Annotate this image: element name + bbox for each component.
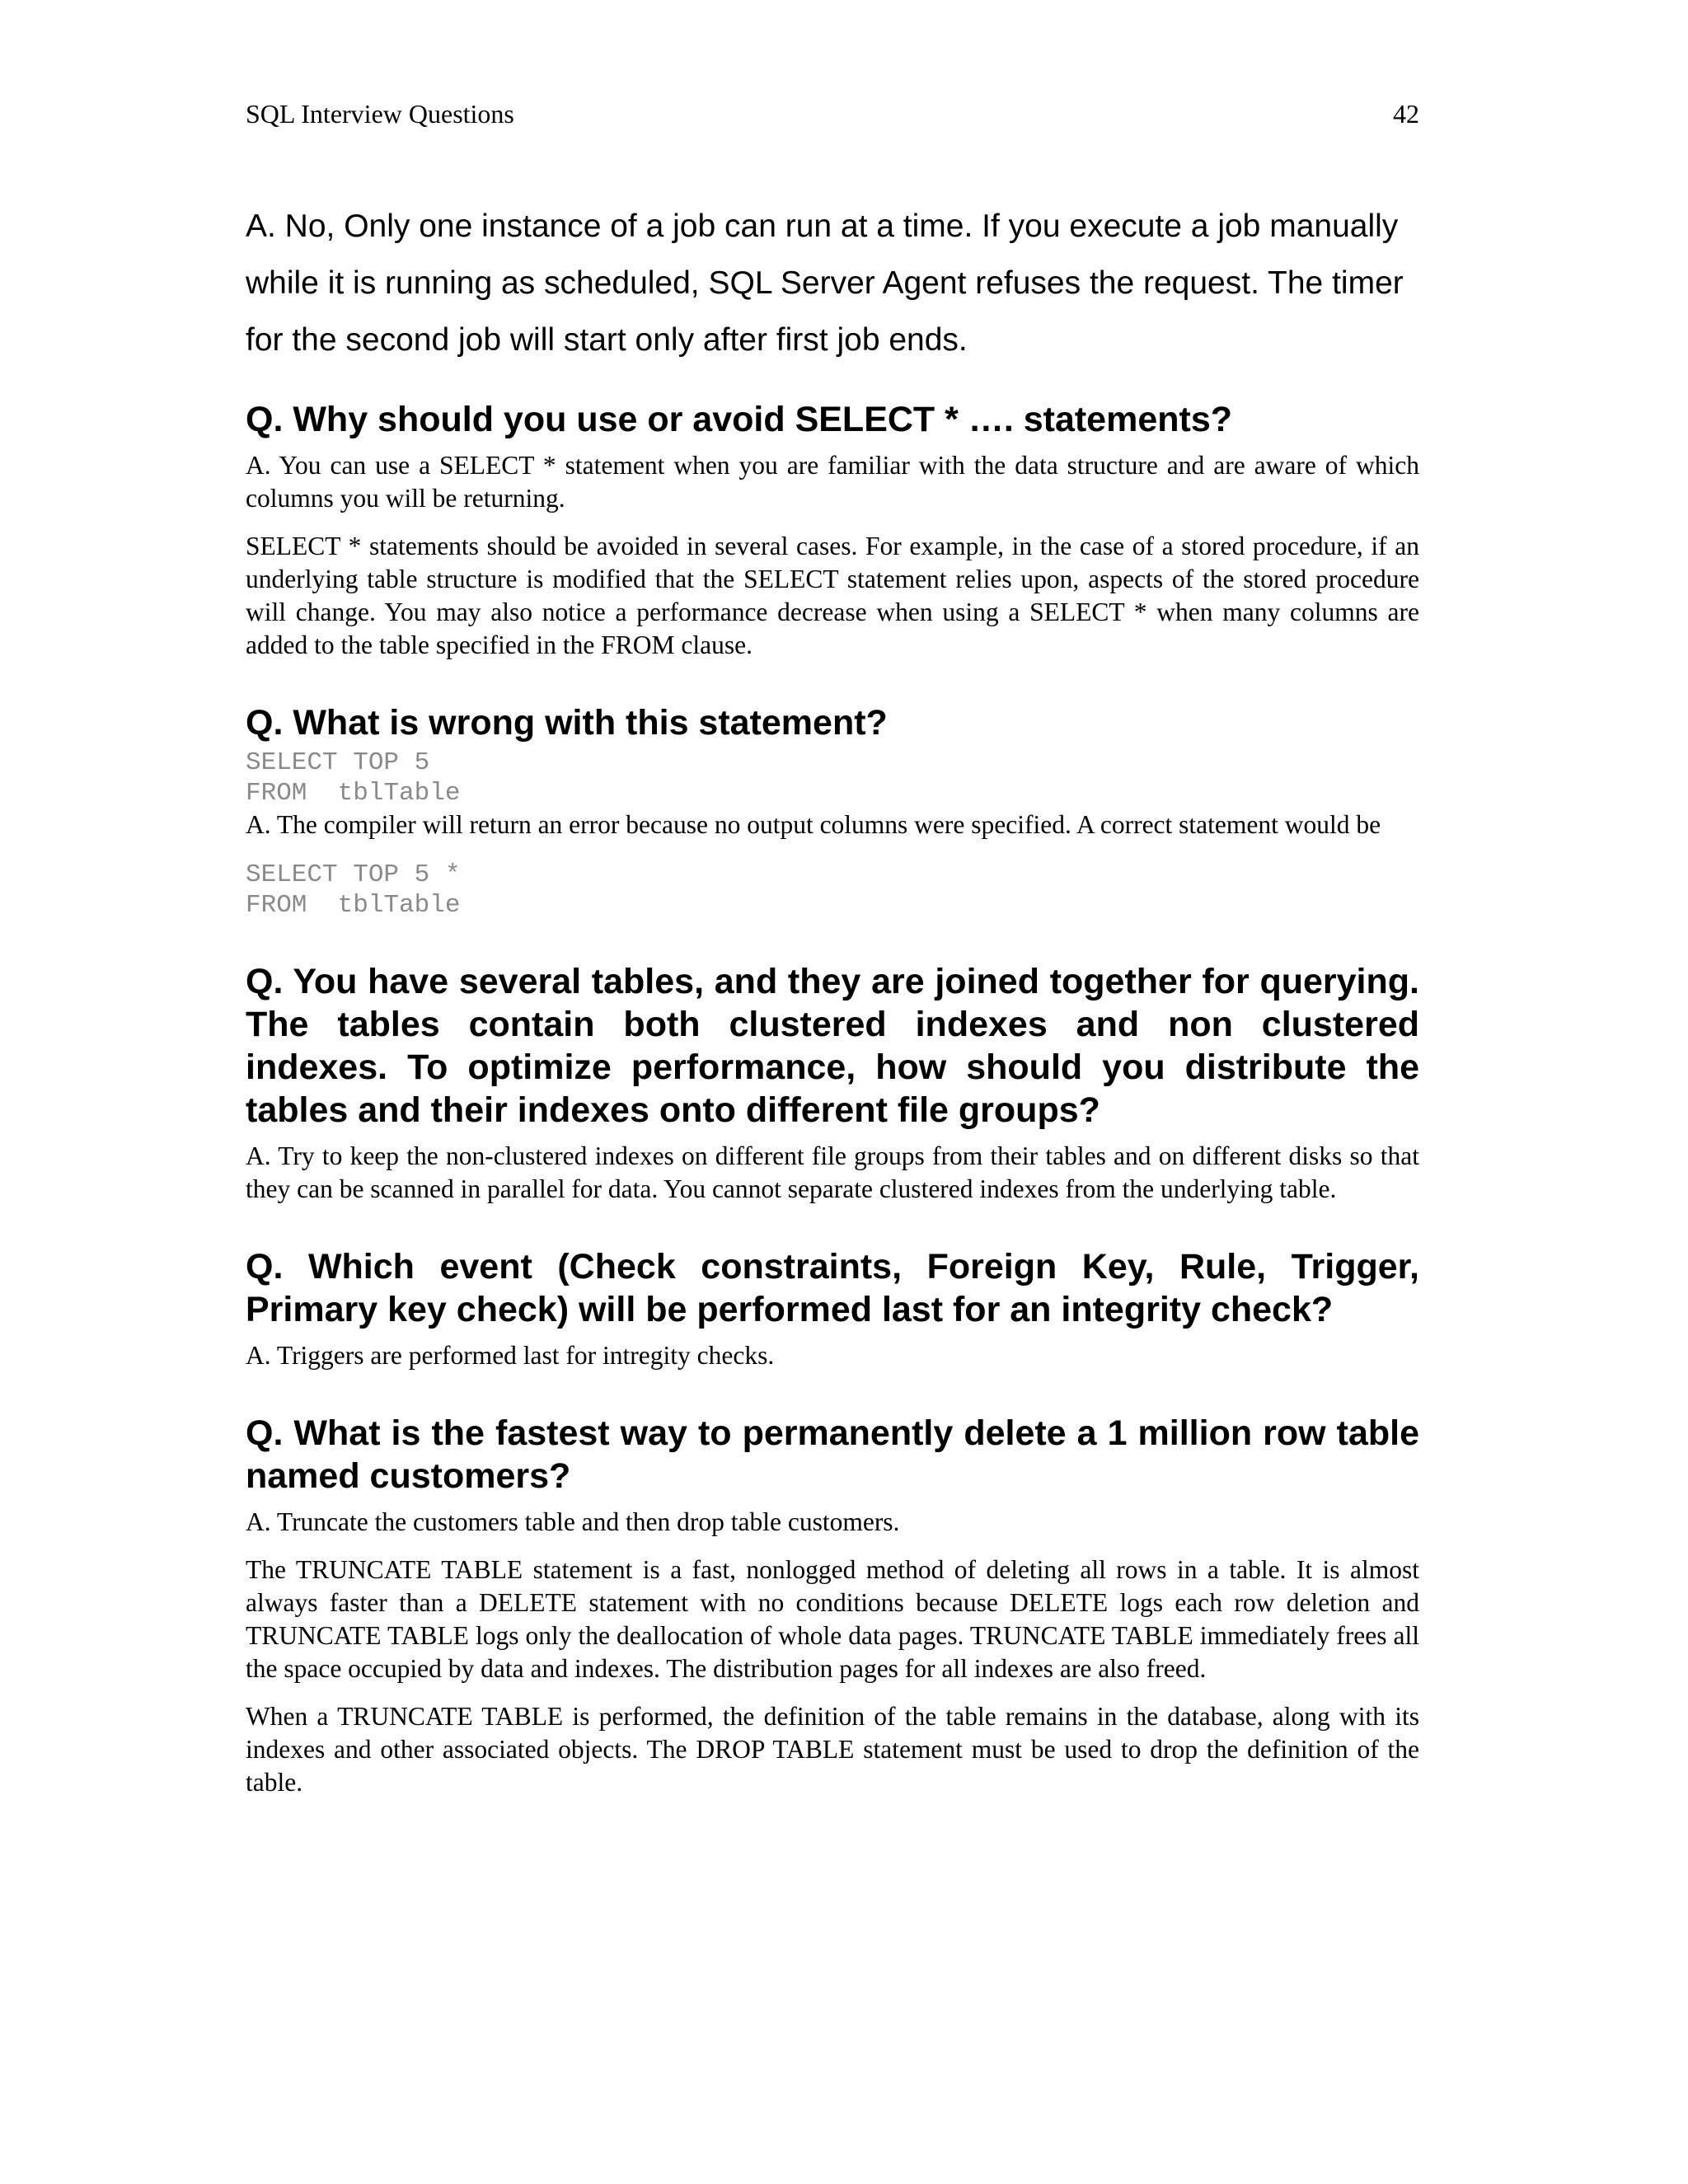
answer-paragraph: A. Truncate the customers table and then drop table customers.: [246, 1507, 900, 1536]
answer-paragraph: The TRUNCATE TABLE statement is a fast, nonlogged method of deleting all rows in a table. It is almost always faster than a DELETE statement with no conditions because DELETE logs each row deletion and TRUNCATE TABLE logs only the deallocation of whole data pages. TRUNCATE TABLE immediately frees all the space occupied by data and indexes. The distribution pages for all indexes are also freed.: [246, 1555, 1419, 1683]
page-number: 42: [1393, 99, 1419, 129]
section-integrity-check: [246, 1245, 1419, 1372]
question-heading: Q. Why should you use or avoid SELECT * …. statements?: [246, 400, 1233, 439]
section-delete-table: [246, 1412, 1419, 1799]
answer-paragraph: A. The compiler will return an error because no output columns were specified. A correct statement would be: [246, 810, 1381, 839]
question-heading: Q. What is the fastest way to permanently delete a 1 million row table named customers?: [246, 1413, 1419, 1496]
question-heading: Q. You have several tables, and they are joined together for querying. The tables contain both clustered indexes and non clustered indexes. To optimize performance, how should you distribute the tables and their indexes onto different file groups?: [246, 962, 1419, 1130]
question-heading: Q. What is wrong with this statement?: [246, 703, 888, 743]
answer-paragraph: When a TRUNCATE TABLE is performed, the definition of the table remains in the database, along with its indexes and other associated objects. The DROP TABLE statement must be used to drop the definition of the table.: [246, 1702, 1419, 1797]
code-line: SELECT TOP 5: [246, 748, 430, 777]
question-heading: Q. Which event (Check constraints, Foreign Key, Rule, Trigger, Primary key check) will be performed last for an integrity check?: [246, 1247, 1419, 1329]
answer-paragraph: A. Triggers are performed last for intregity checks.: [246, 1341, 775, 1370]
section-select-star: [246, 398, 1419, 662]
page-content: [246, 198, 1419, 1839]
code-line: SELECT TOP 5 *: [246, 860, 461, 889]
section-wrong-statement: [246, 701, 1419, 921]
answer-paragraph: SELECT * statements should be avoided in several cases. For example, in the case of a stored procedure, if an underlying table structure is modified that the SELECT statement relies upon, aspects of the stored procedure will change. You may also notice a performance decrease when using a SELECT * when many columns are added to the table specified in the FROM clause.: [246, 532, 1419, 659]
answer-paragraph: A. Try to keep the non-clustered indexes on different file groups from their tables and on different disks so that they can be scanned in parallel for data. You cannot separate clustered indexes from the underlying table.: [246, 1141, 1419, 1203]
answer-paragraph: A. You can use a SELECT * statement when you are familiar with the data structure and are aware of which columns you will be returning.: [246, 451, 1419, 513]
header-title: SQL Interview Questions: [246, 99, 514, 129]
lead-answer: A. No, Only one instance of a job can run at a time. If you execute a job manually while it is running as scheduled, SQL Server Agent refuses the request. The timer for the second job will start only after first job ends.: [246, 209, 1404, 358]
section-file-groups: [246, 960, 1419, 1206]
code-line: FROM tblTable: [246, 891, 461, 920]
code-line: FROM tblTable: [246, 779, 461, 808]
